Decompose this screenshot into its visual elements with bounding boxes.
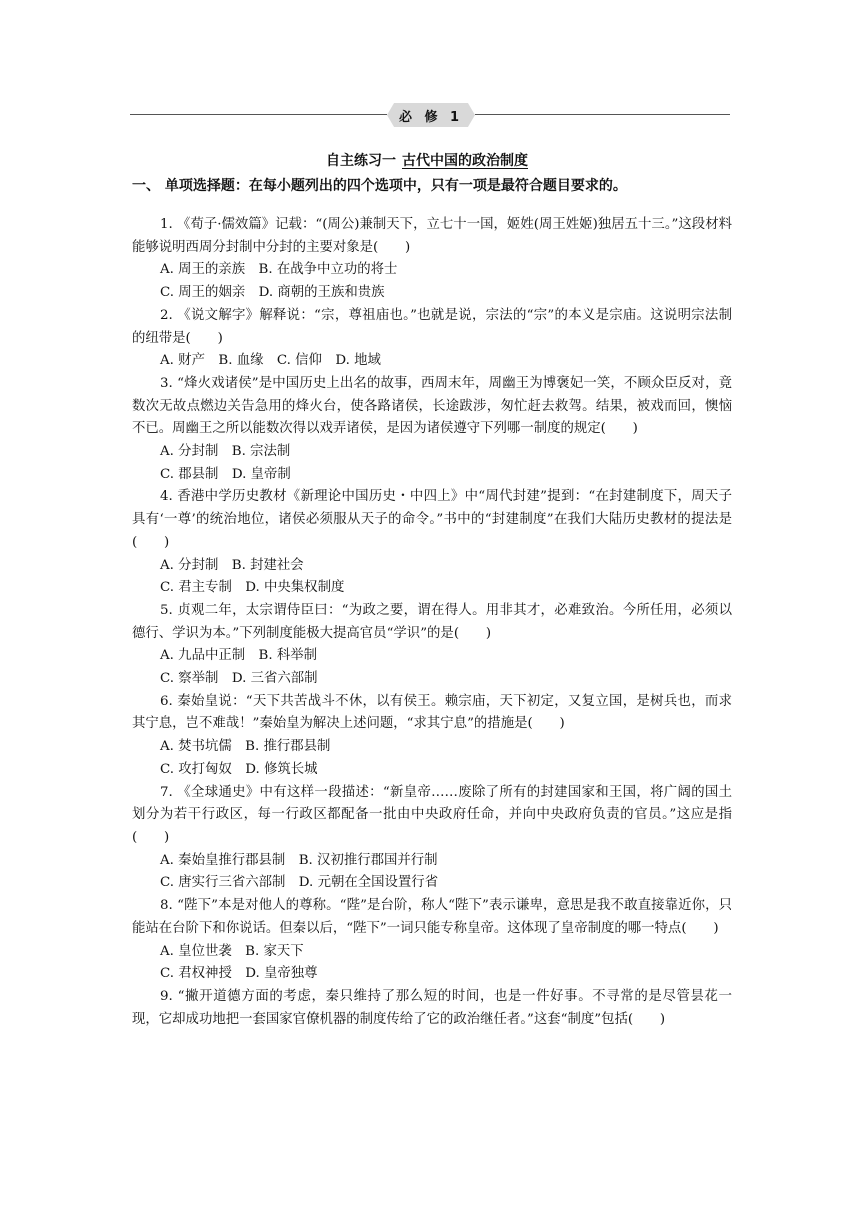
question-options: C. 察举制 D. 三省六部制 — [160, 671, 318, 687]
exercise-title-topic: 古代中国的政治制度 — [402, 153, 528, 169]
question-options: A. 周王的亲族 B. 在战争中立功的将士 — [160, 262, 398, 278]
question-options: A. 分封制 B. 封建社会 — [160, 557, 304, 573]
question-stem: 6. 秦始皇说：“天下共苦战斗不休，以有侯王。赖宗庙，天下初定，又复立国，是树兵也，而求其宁息，岂不难哉！”秦始皇为解决上述问题，“求其宁息”的措施是( ) — [132, 693, 732, 732]
question-stem: 9. “撇开道德方面的考虑，秦只维持了那么短的时间，也是一件好事。不寻常的是尽管昙花一现，它却成功地把一套国家官僚机器的制度传给了它的政治继任者。”这套“制度”包括( ) — [132, 988, 732, 1027]
question-stem: 2. 《说文解字》解释说：“宗，尊祖庙也。”也就是说，宗法的“宗”的本义是宗庙。这说明宗法制的纽带是( ) — [132, 307, 732, 346]
question-options: C. 君主专制 D. 中央集权制度 — [160, 580, 345, 596]
question-options: C. 唐实行三省六部制 D. 元朝在全国设置行省 — [160, 875, 439, 891]
section-heading: 一、 单项选择题：在每小题列出的四个选项中，只有一项是最符合题目要求的。 — [132, 178, 627, 194]
question-stem: 3. “烽火戏诸侯”是中国历史上出名的故事，西周末年，周幽王为博褒妃一笑，不顾众臣反对，竟数次无故点燃边关告急用的烽火台，使各路诸侯，长途跋涉，匆忙赶去救驾。结果，被戏而回，懊恼不已。周幽王之所以能数次得以戏弄诸侯，是因为诸侯遵守下列哪一制度的规定( ) — [132, 375, 732, 437]
header-rule-right — [475, 114, 730, 115]
question-options: A. 焚书坑儒 B. 推行郡县制 — [160, 739, 331, 755]
question-stem: 8. “陛下”本是对他人的尊称。“陛”是台阶，称人“陛下”表示谦卑，意思是我不敢直接靠近你，只能站在台阶下和你说话。但秦以后，“陛下”一词只能专称皇帝。这体现了皇帝制度的哪一特点( ) — [132, 898, 732, 936]
question-stem: 4. 香港中学历史教材《新理论中国历史・中四上》中“周代封建”提到：“在封建制度下，周天子具有‘一尊’的统治地位，诸侯必须服从天子的命令。”书中的“封建制度”在我们大陆历史教材的提法是( ) — [132, 489, 732, 550]
question-options: A. 九品中正制 B. 科举制 — [160, 648, 318, 664]
question-options: A. 分封制 B. 宗法制 — [160, 444, 291, 460]
question-options: C. 君权神授 D. 皇帝独尊 — [160, 966, 318, 982]
volume-badge — [387, 103, 475, 127]
question-list — [132, 214, 732, 1031]
question-options: A. 财产 B. 血缘 C. 信仰 D. 地域 — [160, 353, 381, 369]
question-options: C. 周王的姻亲 D. 商朝的王族和贵族 — [160, 285, 385, 301]
question-stem: 5. 贞观二年，太宗谓侍臣曰：“为政之要，谓在得人。用非其才，必难致治。今所任用，必须以德行、学识为本。”下列制度能极大提高官员“学识”的是( ) — [132, 602, 732, 641]
exercise-title-prefix: 自主练习一 — [326, 153, 396, 169]
question-options: C. 郡县制 D. 皇帝制 — [160, 466, 291, 482]
question-options: A. 秦始皇推行郡县制 B. 汉初推行郡国并行制 — [160, 852, 438, 868]
volume-badge-text: 必 修 1 — [398, 109, 464, 125]
exercise-title — [0, 150, 860, 170]
question-stem: 7. 《全球通史》中有这样一段描述：“新皇帝……废除了所有的封建国家和王国，将广阔的国土划分为若干行政区，每一行政区都配备一批由中央政府任命，并向中央政府负责的官员。”这应是指( ) — [132, 784, 732, 845]
question-options: A. 皇位世袭 B. 家天下 — [160, 943, 304, 959]
header-rule-left — [130, 114, 387, 115]
question-options: C. 攻打匈奴 D. 修筑长城 — [160, 761, 318, 777]
question-stem: 1. 《荀子·儒效篇》记载：“(周公)兼制天下，立七十一国，姬姓(周王姓姬)独居五十三。”这段材料能够说明西周分封制中分封的主要对象是( ) — [132, 217, 732, 255]
